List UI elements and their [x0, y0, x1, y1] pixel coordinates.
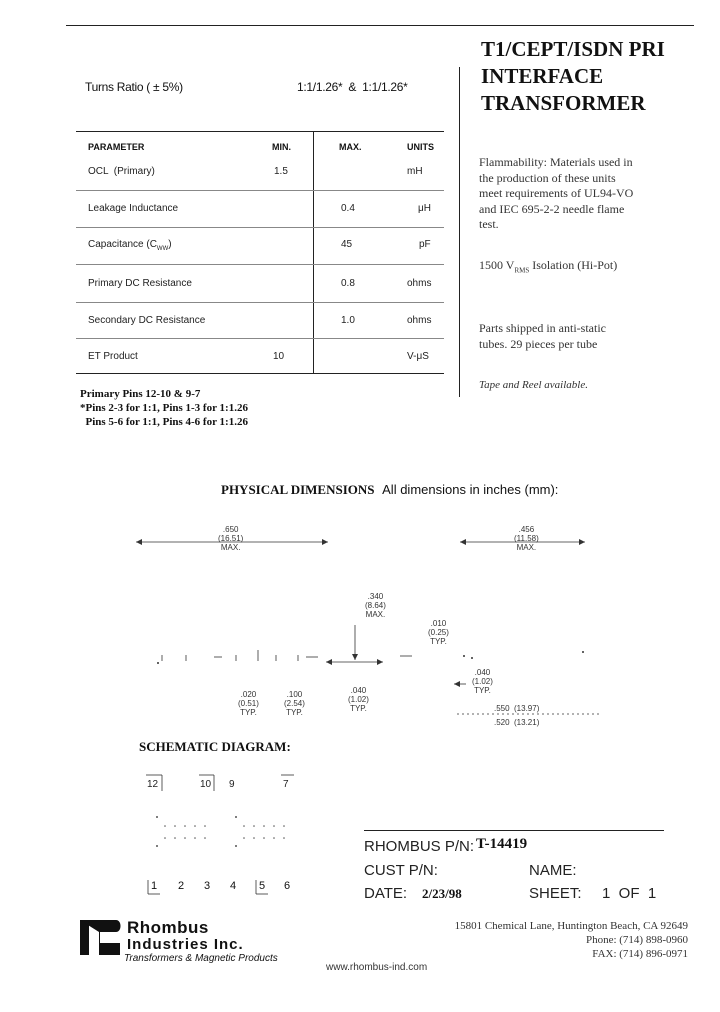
dim-text: (1.02) [472, 677, 493, 686]
table-row-units: mH [407, 166, 423, 177]
schematic-pin: 9 [229, 779, 235, 790]
company-fax: FAX: (714) 896-0971 [592, 948, 688, 960]
table-row-min: 10 [273, 351, 285, 362]
header-max: MAX. [339, 142, 362, 152]
title-line-1: T1/CEPT/ISDN PRI [481, 37, 665, 61]
turns-ratio-value: 1:1/1.26* & 1:1/1.26* [297, 80, 408, 94]
schematic-heading: SCHEMATIC DIAGRAM: [139, 739, 291, 754]
dim-text: .650 [222, 525, 239, 534]
header-units: UNITS [407, 142, 434, 152]
logo-stem [80, 920, 89, 955]
dim-text: .340 [367, 592, 384, 601]
pin-note: Primary Pins 12-10 & 9-7 [80, 388, 201, 400]
schematic-pin: 4 [230, 880, 237, 892]
turns-ratio-label: Turns Ratio ( ± 5%) [85, 80, 183, 94]
table-row-param: OCL (Primary) [88, 166, 155, 177]
sheet-label: SHEET: [529, 885, 582, 902]
dim-text: (0.25) [428, 628, 449, 637]
isolation-sub: RMS [514, 266, 530, 275]
table-row-units: μH [418, 203, 431, 214]
capacitance-label: Capacitance (C [88, 239, 157, 250]
physical-subtitle: All dimensions in inches (mm): [382, 482, 559, 497]
table-row-param: ET Product [88, 351, 138, 362]
cust-pn-label: CUST P/N: [364, 862, 438, 879]
note-line: Flammability: Materials used in [479, 155, 633, 169]
dim-text: .010 [430, 619, 447, 628]
dim-text: (11.58) [514, 534, 539, 543]
dim-text: .040 [474, 668, 491, 677]
title-line-2: INTERFACE [481, 64, 604, 88]
note-line: test. [479, 217, 499, 231]
dim-text: .100 [286, 690, 303, 699]
isolation-pre: 1500 V [479, 258, 515, 272]
pin-note: Pins 5-6 for 1:1, Pins 4-6 for 1:1.26 [80, 416, 248, 428]
name-label: NAME: [529, 862, 577, 879]
table-row-units: ohms [407, 278, 432, 289]
dim-text: MAX. [220, 543, 241, 552]
dim-text: .040 [350, 686, 367, 695]
table-row-max: 0.8 [341, 278, 355, 289]
schematic-pin: 7 [283, 779, 289, 790]
dim-text: .020 [240, 690, 257, 699]
dim-text: TYP. [474, 686, 491, 695]
rhombus-pn-label: RHOMBUS P/N: [364, 838, 475, 855]
dim-text: TYP. [430, 637, 447, 646]
table-row-min: 1.5 [274, 166, 288, 177]
dim-text: (2.54) [284, 699, 305, 708]
date-label: DATE: [364, 885, 408, 902]
table-row-param: Primary DC Resistance [88, 278, 192, 289]
table-row-max: 45 [341, 239, 353, 250]
date-value: 2/23/98 [422, 886, 462, 901]
company-tagline: Transformers & Magnetic Products [124, 953, 278, 964]
schematic-pin: 12 [147, 779, 159, 790]
dim-row-outer: .550 (13.97) [494, 704, 540, 713]
table-row-units: ohms [407, 315, 432, 326]
company-website[interactable]: www.rhombus-ind.com [326, 962, 428, 973]
table-row-units: pF [419, 239, 431, 250]
company-address: 15801 Chemical Lane, Huntington Beach, CA 92649 [454, 920, 688, 932]
dim-row-inner: .520 (13.21) [494, 718, 540, 727]
isolation-post: Isolation (Hi-Pot) [529, 258, 618, 272]
logo-foot [111, 943, 120, 955]
header-parameter: PARAMETER [88, 142, 145, 152]
schematic-pin: 6 [284, 880, 291, 892]
dim-text: (8.64) [365, 601, 386, 610]
schematic-pin: 1 [151, 880, 158, 892]
header-min: MIN. [272, 142, 291, 152]
sheet-value: 1 OF 1 [602, 885, 657, 902]
schematic-pin: 10 [200, 779, 212, 790]
title-line-3: TRANSFORMER [481, 91, 646, 115]
table-row-max: 0.4 [341, 203, 355, 214]
note-line: meet requirements of UL94-VO [479, 186, 634, 200]
table-row-max: 1.0 [341, 315, 355, 326]
dim-text: TYP. [350, 704, 367, 713]
company-name-2: Industries Inc. [127, 936, 244, 953]
table-row-param: Leakage Inductance [88, 203, 179, 214]
company-name-1: Rhombus [127, 918, 209, 937]
dim-text: (1.02) [348, 695, 369, 704]
note-line: Parts shipped in anti-static [479, 321, 606, 335]
table-row-units: V-μS [407, 351, 429, 362]
dim-text: MAX. [365, 610, 386, 619]
tape-reel-note: Tape and Reel available. [479, 379, 588, 391]
rhombus-pn-value: T-14419 [476, 836, 528, 852]
physical-title: PHYSICAL DIMENSIONS [221, 482, 375, 497]
note-line: the production of these units [479, 170, 616, 185]
note-line: and IEC 695-2-2 needle flame [479, 201, 625, 216]
dim-text: (0.51) [238, 699, 259, 708]
note-line: tubes. 29 pieces per tube [479, 336, 598, 351]
company-phone: Phone: (714) 898-0960 [585, 934, 688, 946]
capacitance-end: ) [168, 239, 172, 250]
capacitance-sub: WW [156, 246, 169, 252]
pin-note: *Pins 2-3 for 1:1, Pins 1-3 for 1:1.26 [80, 402, 248, 414]
dim-text: MAX. [516, 543, 537, 552]
dim-text: (16.51) [218, 534, 244, 543]
schematic-pin: 5 [259, 880, 266, 892]
schematic-pin: 3 [204, 880, 211, 892]
dim-text: TYP. [286, 708, 303, 717]
table-row-param: Secondary DC Resistance [88, 315, 206, 326]
dim-text: TYP. [240, 708, 257, 717]
schematic-pin: 2 [178, 880, 185, 892]
dim-text: .456 [518, 525, 535, 534]
